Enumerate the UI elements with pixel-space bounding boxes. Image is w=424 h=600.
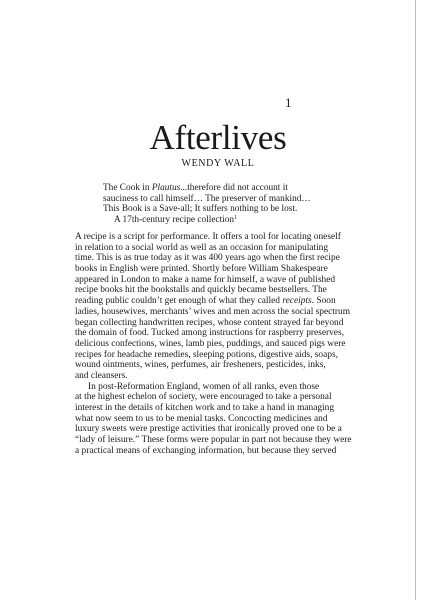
author-byline: WENDY WALL bbox=[181, 158, 255, 169]
body-line: books in English were printed. Shortly before William Shakespeare bbox=[75, 264, 328, 275]
body-line bbox=[75, 296, 352, 307]
body-line: luxury sweets were prestige activities that ironically proved one to be a bbox=[75, 424, 342, 435]
body-line: what now seem to us to be menial tasks. Concocting medicines and bbox=[75, 413, 328, 424]
body-line: A recipe is a script for performance. It offers a tool for locating oneself bbox=[75, 232, 341, 242]
body-line: began collecting handwritten recipes, whose content strayed far beyond bbox=[75, 317, 344, 328]
body-line: recipe books hit the bookstalls and quickly became bestsellers. The bbox=[75, 285, 327, 296]
epigraph-attribution bbox=[114, 215, 311, 226]
body-line: time. This is as true today as it was 400 years ago when the first recipe bbox=[75, 253, 340, 264]
article-body bbox=[75, 232, 352, 456]
page-edge-line bbox=[415, 0, 416, 600]
paragraph bbox=[75, 382, 352, 457]
epigraph-text: The Cook in bbox=[103, 183, 152, 193]
epigraph-line bbox=[103, 183, 311, 194]
body-text: . Soon bbox=[311, 296, 336, 307]
body-line: and cleansers. bbox=[75, 370, 128, 381]
body-line: In post-Reformation England, women of all ranks, even those bbox=[88, 381, 320, 392]
body-italic-text: receipts bbox=[282, 296, 312, 307]
epigraph-italic-text: Plautus bbox=[151, 183, 181, 193]
body-line: “lady of leisure.” These forms were popular in part not because they were bbox=[75, 435, 352, 446]
body-text: reading public couldn’t get enough of what they called bbox=[75, 296, 283, 307]
epigraph-line: sauciness to call himself… The preserver of mankind… bbox=[103, 193, 311, 204]
body-line: a practical means of exchanging information, but because they served bbox=[75, 445, 337, 456]
epigraph-text: ...therefore did not account it bbox=[180, 183, 288, 193]
footnote-marker: 1 bbox=[234, 214, 238, 221]
body-line: interest in the details of kitchen work and to take a hand in managing bbox=[75, 403, 335, 413]
body-line: delicious confections, wines, lamb pies, puddings, and sauced pigs were bbox=[75, 338, 346, 349]
epigraph-attribution-text: A 17th-century recipe collection bbox=[114, 214, 235, 225]
body-line: the domain of food. Tucked among instructions for raspberry preserves, bbox=[75, 328, 344, 339]
body-line: ladies, housewives, merchants’ wives and men across the social spectrum bbox=[75, 306, 351, 317]
article-title: Afterlives bbox=[149, 118, 287, 157]
body-line: at the highest echelon of society, were encouraged to take a personal bbox=[75, 392, 332, 403]
body-line: recipes for headache remedies, sleeping potions, digestive aids, soaps, bbox=[75, 349, 338, 360]
body-line: appeared in London to make a name for himself, a wave of published bbox=[75, 274, 336, 285]
epigraph bbox=[103, 183, 311, 225]
page-number: 1 bbox=[285, 95, 292, 110]
body-line: in relation to a social world as well as an occasion for manipulating bbox=[75, 242, 329, 253]
epigraph-line: This Book is a Save-all; It suffers nothing to be lost. bbox=[103, 204, 298, 214]
body-line: wound ointments, wines, perfumes, air fresheners, pesticides, inks, bbox=[75, 360, 326, 371]
paragraph bbox=[75, 232, 352, 382]
